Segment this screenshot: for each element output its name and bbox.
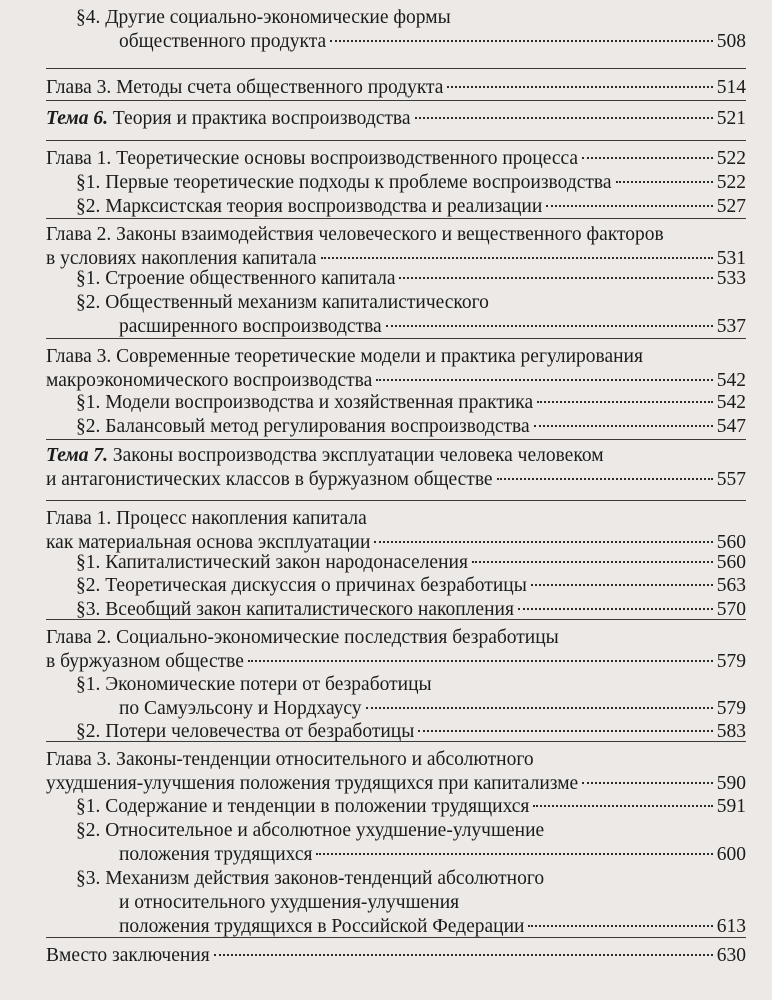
toc-entry-title: §1. Содержание и тенденции в положении трудящихся: [76, 796, 530, 817]
toc-entry: [46, 266, 746, 290]
toc-entry-title: §2. Общественный механизм капиталистического: [76, 292, 489, 313]
toc-entry: [46, 222, 746, 270]
toc-entry: [46, 75, 746, 99]
toc-page-number: 630: [716, 945, 746, 966]
toc-entry-title: макроэкономического воспроизводства: [46, 370, 373, 391]
toc-page-number: 591: [716, 796, 746, 817]
section-separator: [46, 68, 746, 69]
dot-leader: [518, 608, 713, 610]
dot-leader: [386, 325, 713, 327]
toc-entry-title: §1. Экономические потери от безработицы: [76, 674, 432, 695]
toc-entry-title: по Самуэльсону и Нордхаусу: [119, 698, 362, 719]
toc-entry-title: общественного продукта: [119, 31, 327, 52]
toc-page-number: 527: [716, 196, 746, 217]
dot-leader: [534, 425, 713, 427]
toc-entry: [46, 443, 746, 491]
toc-page-number: 521: [716, 108, 746, 129]
toc-entry-title: §2. Теоретическая дискуссия о причинах безработицы: [76, 575, 527, 596]
toc-entry: [46, 943, 746, 967]
toc-entry-title: и антагонистических классов в буржуазном обществе: [46, 469, 493, 490]
toc-entry-title: Глава 2. Социально-экономические последствия безработицы: [46, 627, 559, 648]
section-separator: [46, 100, 746, 101]
section-separator: [46, 500, 746, 501]
dot-leader: [531, 584, 713, 586]
toc-page-number: 508: [716, 31, 746, 52]
toc-entry: [46, 597, 746, 621]
toc-page-number: 590: [716, 773, 746, 794]
dot-leader: [321, 257, 713, 259]
dot-leader: [497, 478, 713, 480]
toc-entry-title: Глава 3. Законы-тенденции относительного и абсолютного: [46, 749, 534, 770]
toc-entry: [46, 390, 746, 414]
dot-leader: [415, 117, 713, 119]
toc-entry-title: §1. Капиталистический закон народонаселения: [76, 552, 468, 573]
toc-entry: [46, 550, 746, 574]
toc-page-number: 579: [716, 651, 746, 672]
toc-entry-title: §3. Всеобщий закон капиталистического накопления: [76, 599, 514, 620]
toc-entry-title: и относительного ухудшения-улучшения: [119, 892, 460, 913]
section-separator: [46, 140, 746, 141]
toc-page-number: 560: [716, 552, 746, 573]
toc-entry-title: Глава 3. Современные теоретические модели и практика регулирования: [46, 346, 643, 367]
dot-leader: [472, 561, 713, 563]
toc-entry-title: §4. Другие социально-экономические формы: [76, 7, 451, 28]
dot-leader: [616, 181, 713, 183]
theme-label: Тема 6.: [46, 108, 108, 129]
toc-page-number: 570: [716, 599, 746, 620]
toc-entry-title: Теория и практика воспроизводства: [112, 108, 411, 129]
toc-entry-title: положения трудящихся в Российской Федерации: [119, 916, 525, 937]
toc-entry: [46, 194, 746, 218]
toc-entry-title: §2. Потери человечества от безработицы: [76, 721, 415, 742]
dot-leader: [330, 40, 713, 42]
toc-entry: [46, 719, 746, 743]
toc-entry-title: §2. Балансовый метод регулирования воспроизводства: [76, 416, 530, 437]
dot-leader: [399, 277, 712, 279]
section-separator: [46, 439, 746, 440]
toc-entry: [46, 625, 746, 673]
toc-entry-title: расширенного воспроизводства: [119, 316, 382, 337]
toc-page-number: 579: [716, 698, 746, 719]
toc-entry: [46, 573, 746, 597]
toc-page-number: 522: [716, 172, 746, 193]
toc-page-number: 514: [716, 77, 746, 98]
dot-leader: [374, 541, 712, 543]
toc-entry-title: Законы воспроизводства эксплуатации человека человеком: [112, 445, 604, 466]
dot-leader: [248, 660, 713, 662]
toc-entry: [46, 747, 746, 795]
toc-page-number: 522: [716, 148, 746, 169]
dot-leader: [418, 730, 712, 732]
dot-leader: [366, 707, 713, 709]
toc-entry: [46, 506, 746, 554]
toc-entry-title: §1. Первые теоретические подходы к проблеме воспроизводства: [76, 172, 612, 193]
toc-page-number: 600: [716, 844, 746, 865]
dot-leader: [533, 805, 712, 807]
toc-entry-title: положения трудящихся: [119, 844, 313, 865]
toc-entry: [46, 106, 746, 130]
theme-label: Тема 7.: [46, 445, 108, 466]
toc-page-number: 533: [716, 268, 746, 289]
toc-entry: [46, 170, 746, 194]
toc-entry-title: в буржуазном обществе: [46, 651, 244, 672]
toc-entry: [46, 344, 746, 392]
toc-page-number: 563: [716, 575, 746, 596]
toc-entry-title: §2. Марксистская теория воспроизводства и реализации: [76, 196, 543, 217]
toc-entry-title: Глава 3. Методы счета общественного продукта: [46, 77, 444, 98]
toc-entry-title: §2. Относительное и абсолютное ухудшение-улучшение: [76, 820, 545, 841]
toc-entry-title: §3. Механизм действия законов-тенденций абсолютного: [76, 868, 545, 889]
toc-page-number: 542: [716, 370, 746, 391]
dot-leader: [582, 782, 713, 784]
dot-leader: [528, 925, 712, 927]
toc-entry-title: Вместо заключения: [46, 945, 210, 966]
toc-entry: [46, 794, 746, 818]
toc-entry-title: Глава 1. Процесс накопления капитала: [46, 508, 367, 529]
toc-page-number: 542: [716, 392, 746, 413]
toc-entry-title: ухудшения-улучшения положения трудящихся при капитализме: [46, 773, 579, 794]
dot-leader: [447, 86, 712, 88]
toc-entry: [46, 146, 746, 170]
toc-page-number: 557: [716, 469, 746, 490]
toc-entry-title: как материальная основа эксплуатации: [46, 532, 371, 553]
dot-leader: [214, 954, 713, 956]
dot-leader: [316, 853, 712, 855]
toc-page-number: 537: [716, 316, 746, 337]
toc-page-number: 531: [716, 248, 746, 269]
toc-entry-title: §1. Модели воспроизводства и хозяйственная практика: [76, 392, 534, 413]
dot-leader: [537, 401, 713, 403]
toc-entry-title: Глава 2. Законы взаимодействия человеческого и вещественного факторов: [46, 224, 664, 245]
toc-entry: [46, 866, 746, 938]
toc-page-number: 560: [716, 532, 746, 553]
toc-page-number: 613: [716, 916, 746, 937]
dot-leader: [376, 379, 713, 381]
toc-page-number: 547: [716, 416, 746, 437]
dot-leader: [582, 157, 713, 159]
toc-entry: [46, 818, 746, 866]
toc-entry-title: Глава 1. Теоретические основы воспроизводственного процесса: [46, 148, 579, 169]
toc-entry-title: §1. Строение общественного капитала: [76, 268, 396, 289]
toc-page-number: 583: [716, 721, 746, 742]
toc-entry-title: в условиях накопления капитала: [46, 248, 317, 269]
toc-entry: [46, 414, 746, 438]
toc-entry: [46, 672, 746, 720]
dot-leader: [546, 205, 712, 207]
toc-entry: [46, 5, 746, 53]
toc-entry: [46, 290, 746, 338]
